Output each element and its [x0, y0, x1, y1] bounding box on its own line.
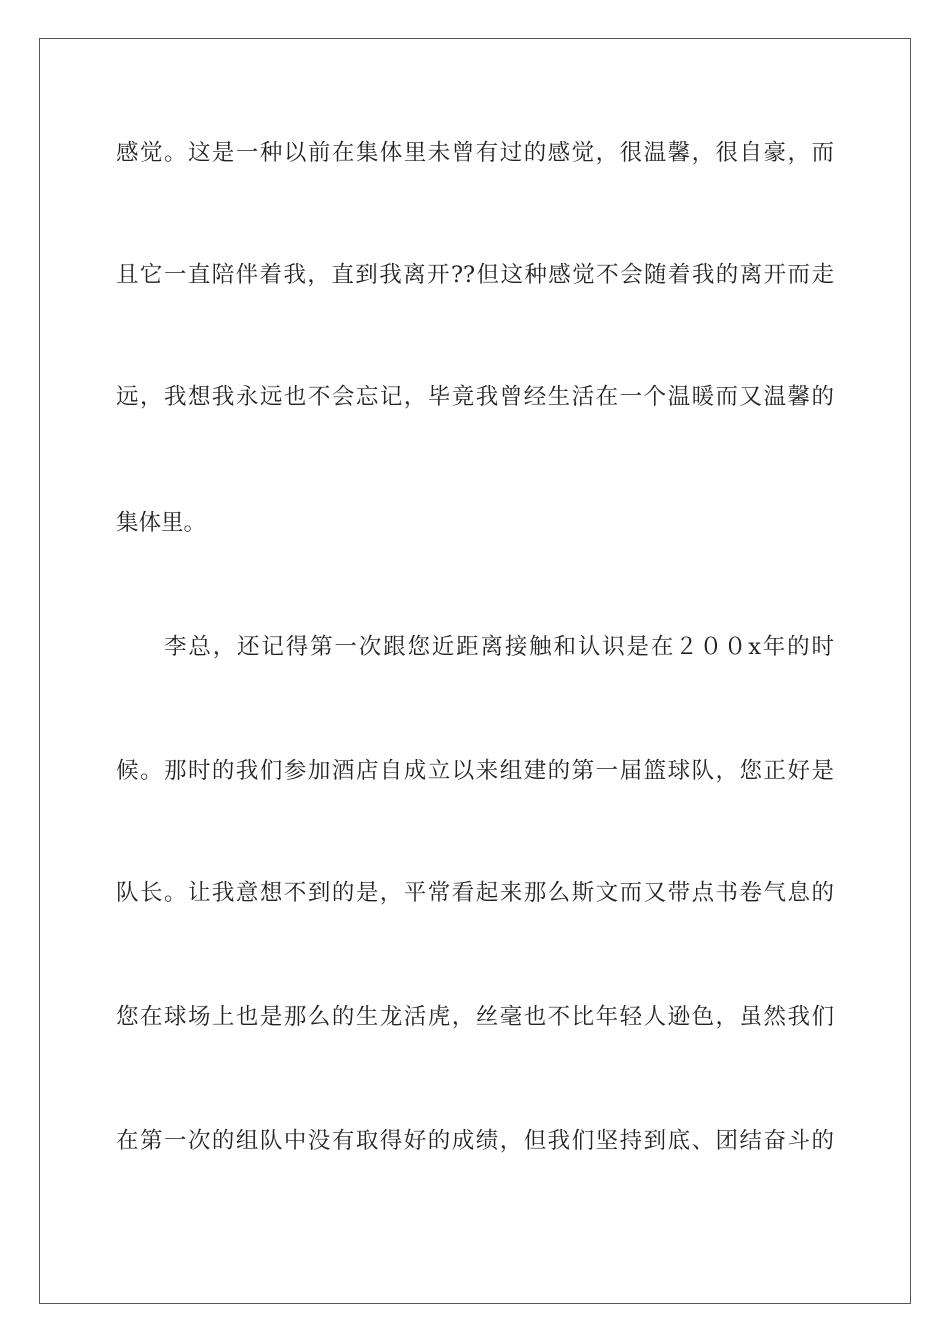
paragraph-line-2: 且它一直陪伴着我，直到我离开??但这种感觉不会随着我的离开而走	[116, 262, 834, 288]
paragraph-line-5: 李总，还记得第一次跟您近距离接触和认识是在２００x年的时	[164, 634, 834, 660]
paragraph-line-3: 远，我想我永远也不会忘记，毕竟我曾经生活在一个温暖而又温馨的	[116, 384, 834, 410]
paragraph-line-9: 在第一次的组队中没有取得好的成绩，但我们坚持到底、团结奋斗的	[116, 1128, 834, 1154]
paragraph-line-7: 队长。让我意想不到的是，平常看起来那么斯文而又带点书卷气息的	[116, 880, 834, 906]
paragraph-line-8: 您在球场上也是那么的生龙活虎，丝毫也不比年轻人逊色，虽然我们	[116, 1004, 834, 1030]
page-border	[39, 38, 911, 1304]
paragraph-line-6: 候。那时的我们参加酒店自成立以来组建的第一届篮球队，您正好是	[116, 758, 834, 784]
paragraph-line-4: 集体里。	[116, 510, 207, 536]
paragraph-line-1: 感觉。这是一种以前在集体里未曾有过的感觉，很温馨，很自豪，而	[116, 140, 834, 166]
